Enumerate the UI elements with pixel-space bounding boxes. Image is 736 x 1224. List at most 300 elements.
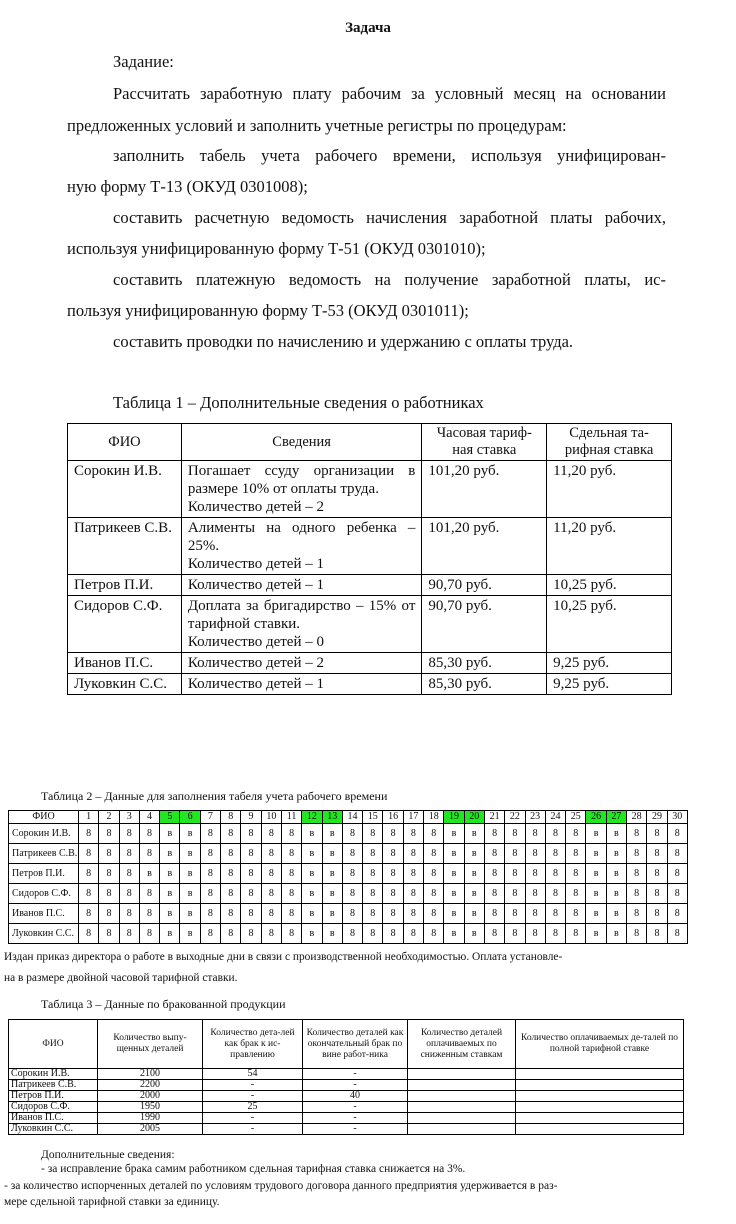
- table2-cell-hours: 8: [505, 924, 525, 944]
- table2-cell-hours: в: [160, 824, 180, 844]
- table2-cell-hours: 8: [139, 924, 159, 944]
- table2: [8, 810, 688, 944]
- table3-cell-produced: 2100: [98, 1069, 203, 1080]
- table2-cell-hours: в: [322, 924, 342, 944]
- table1-cell-info: [181, 575, 422, 596]
- table2-cell-hours: 8: [627, 904, 647, 924]
- table1-info-line: Алименты на одного ребенка – 25%.: [187, 520, 416, 554]
- table2-cell-hours: 8: [424, 884, 444, 904]
- table2-cell-hours: 8: [545, 904, 565, 924]
- table1-cell-hourly: 90,70 руб.: [422, 596, 547, 653]
- table3-cell-fixable: 25: [203, 1102, 303, 1113]
- table3-row: [9, 1080, 684, 1091]
- table1-cell-fio: Сидоров С.Ф.: [68, 596, 182, 653]
- table2-cell-hours: 8: [79, 924, 99, 944]
- table2-day-header: 6: [180, 811, 200, 824]
- table2-cell-hours: в: [444, 844, 464, 864]
- table2-cell-hours: 8: [525, 844, 545, 864]
- intro-line-2: предложенных условий и заполнить учетные регистры по процедурам:: [67, 116, 567, 135]
- table2-day-header: 15: [363, 811, 383, 824]
- table3-cell-produced: 1990: [98, 1113, 203, 1124]
- table2-cell-hours: в: [606, 904, 626, 924]
- table1-caption: Таблица 1 – Дополнительные сведения о работниках: [113, 393, 484, 412]
- table2-cell-hours: 8: [424, 924, 444, 944]
- table2-cell-hours: 8: [525, 924, 545, 944]
- table2-cell-hours: 8: [363, 824, 383, 844]
- table2-day-header: 8: [221, 811, 241, 824]
- table3-cell-full: [516, 1113, 684, 1124]
- table1-info-line: Количество детей – 1: [187, 556, 324, 572]
- table2-cell-hours: 8: [363, 904, 383, 924]
- table2-day-header: 21: [484, 811, 504, 824]
- table1-cell-info: [181, 596, 422, 653]
- table2-cell-hours: 8: [342, 904, 362, 924]
- table3-header-final: Количество деталей как окончательный брак по вине работ-ника: [303, 1020, 408, 1069]
- table3-cell-final: -: [303, 1124, 408, 1135]
- table2-cell-hours: 8: [545, 824, 565, 844]
- table1-cell-piece: 10,25 руб.: [547, 596, 672, 653]
- table2-row: [9, 924, 688, 944]
- step4-line: составить проводки по начислению и удержанию с оплаты труда.: [113, 332, 574, 351]
- table2-cell-hours: 8: [79, 884, 99, 904]
- table2-cell-hours: 8: [647, 904, 667, 924]
- table3-cell-produced: 2200: [98, 1080, 203, 1091]
- table2-cell-hours: 8: [200, 824, 220, 844]
- table1-cell-fio: Петров П.И.: [68, 575, 182, 596]
- table2-cell-hours: 8: [221, 904, 241, 924]
- table2-cell-hours: 8: [627, 884, 647, 904]
- table2-cell-hours: 8: [221, 864, 241, 884]
- table2-cell-hours: в: [160, 924, 180, 944]
- table2-cell-hours: 8: [647, 824, 667, 844]
- table2-note-line-1: Издан приказ директора о работе в выходные дни в связи с производственной необходимостью. Оплата установле-: [4, 951, 563, 963]
- table2-cell-hours: 8: [79, 844, 99, 864]
- step2-line-1: составить расчетную ведомость начисления заработной платы рабочих,: [113, 208, 666, 227]
- table2-day-header: 26: [586, 811, 606, 824]
- table2-cell-hours: 8: [403, 884, 423, 904]
- task-label: Задание:: [113, 52, 174, 71]
- table3-caption: Таблица 3 – Данные по бракованной продукции: [41, 997, 286, 1011]
- table2-header-fio: ФИО: [9, 811, 79, 824]
- table1-info-line: Количество детей – 1: [187, 676, 324, 692]
- table2-day-header: 17: [403, 811, 423, 824]
- table2-row: [9, 904, 688, 924]
- table2-cell-hours: 8: [200, 844, 220, 864]
- table3-cell-fixable: -: [203, 1091, 303, 1102]
- table2-cell-hours: 8: [566, 904, 586, 924]
- table3-cell-final: -: [303, 1102, 408, 1113]
- table1-cell-fio: Луковкин С.С.: [68, 674, 182, 695]
- table2-cell-hours: 8: [99, 884, 119, 904]
- table2-cell-hours: 8: [363, 864, 383, 884]
- table2-cell-hours: 8: [99, 904, 119, 924]
- table3-row: [9, 1102, 684, 1113]
- table3-row: [9, 1113, 684, 1124]
- table2-cell-hours: 8: [99, 864, 119, 884]
- table2-cell-hours: в: [464, 884, 484, 904]
- table2-cell-hours: 8: [200, 924, 220, 944]
- table1-row: [68, 461, 672, 518]
- table1-cell-piece: 9,25 руб.: [547, 674, 672, 695]
- table2-cell-hours: 8: [241, 924, 261, 944]
- table2-cell-hours: 8: [119, 924, 139, 944]
- table2-cell-hours: в: [606, 824, 626, 844]
- table2-day-header: 29: [647, 811, 667, 824]
- table2-cell-hours: 8: [383, 904, 403, 924]
- table2-cell-hours: в: [606, 844, 626, 864]
- table3-cell-fixable: -: [203, 1113, 303, 1124]
- table2-cell-hours: 8: [525, 824, 545, 844]
- table2-day-header: 19: [444, 811, 464, 824]
- table2-cell-hours: 8: [484, 924, 504, 944]
- table2-cell-hours: 8: [667, 904, 687, 924]
- table2-cell-hours: 8: [484, 824, 504, 844]
- table2-cell-hours: 8: [342, 844, 362, 864]
- table1-header-piece: Сдельная та-рифная ставка: [547, 424, 672, 461]
- table2-day-header: 4: [139, 811, 159, 824]
- table1-info-line: Количество детей – 2: [187, 655, 324, 671]
- table2-cell-hours: 8: [363, 884, 383, 904]
- table2-cell-hours: 8: [139, 844, 159, 864]
- table2-cell-hours: 8: [383, 844, 403, 864]
- table2-cell-hours: 8: [424, 824, 444, 844]
- table2-cell-hours: 8: [505, 884, 525, 904]
- table2-cell-hours: в: [444, 824, 464, 844]
- table2-cell-hours: в: [606, 884, 626, 904]
- table2-cell-hours: в: [160, 864, 180, 884]
- table2-cell-hours: в: [464, 864, 484, 884]
- step3-line-2: пользуя унифицированную форму Т-53 (ОКУД 0301011);: [67, 301, 469, 320]
- table2-day-header: 30: [667, 811, 687, 824]
- table2-cell-hours: 8: [505, 904, 525, 924]
- table2-day-header: 2: [99, 811, 119, 824]
- table2-cell-hours: 8: [667, 924, 687, 944]
- table2-cell-hours: в: [160, 884, 180, 904]
- table2-cell-hours: 8: [342, 924, 362, 944]
- table2-cell-hours: 8: [403, 904, 423, 924]
- table2-cell-hours: 8: [99, 844, 119, 864]
- intro-line-1: Рассчитать заработную плату рабочим за условный месяц на основании: [113, 84, 666, 103]
- table2-cell-hours: 8: [566, 884, 586, 904]
- table3-header-produced: Количество выпу-щенных деталей: [98, 1020, 203, 1069]
- table2-cell-hours: 8: [241, 844, 261, 864]
- table2-cell-hours: в: [180, 884, 200, 904]
- table2-cell-hours: 8: [424, 864, 444, 884]
- table2-day-header: 5: [160, 811, 180, 824]
- table1-cell-hourly: 101,20 руб.: [422, 518, 547, 575]
- table2-cell-hours: 8: [261, 904, 281, 924]
- table2-cell-fio: Патрикеев С.В.: [9, 844, 79, 864]
- table1-cell-piece: 11,20 руб.: [547, 461, 672, 518]
- table2-cell-hours: 8: [667, 884, 687, 904]
- table1-cell-fio: Сорокин И.В.: [68, 461, 182, 518]
- table2-cell-hours: 8: [525, 884, 545, 904]
- table3-cell-fixable: -: [203, 1080, 303, 1091]
- step2-line-2: используя унифицированную форму Т-51 (ОКУД 0301010);: [67, 239, 486, 258]
- table2-cell-hours: в: [444, 884, 464, 904]
- table3-cell-reduced: [408, 1091, 516, 1102]
- table2-day-header: 13: [322, 811, 342, 824]
- table2-cell-hours: 8: [647, 844, 667, 864]
- table2-cell-hours: 8: [484, 884, 504, 904]
- table2-cell-hours: 8: [139, 884, 159, 904]
- table2-cell-hours: 8: [505, 864, 525, 884]
- table3-extra-2-line-2: мере сдельной тарифной ставки за единицу.: [4, 1196, 220, 1208]
- table2-cell-fio: Сорокин И.В.: [9, 824, 79, 844]
- table2-cell-hours: 8: [281, 924, 301, 944]
- table2-cell-hours: 8: [241, 864, 261, 884]
- table3: [8, 1019, 684, 1135]
- table2-cell-hours: 8: [261, 924, 281, 944]
- table2-cell-hours: в: [180, 924, 200, 944]
- table2-cell-hours: в: [302, 824, 322, 844]
- table1-cell-hourly: 85,30 руб.: [422, 653, 547, 674]
- table3-cell-reduced: [408, 1124, 516, 1135]
- table3-cell-full: [516, 1091, 684, 1102]
- table2-cell-hours: 8: [545, 864, 565, 884]
- table3-cell-produced: 2005: [98, 1124, 203, 1135]
- table2-cell-hours: в: [464, 844, 484, 864]
- table2-day-header: 14: [342, 811, 362, 824]
- table1-cell-piece: 9,25 руб.: [547, 653, 672, 674]
- table2-cell-hours: 8: [281, 884, 301, 904]
- table3-cell-final: -: [303, 1113, 408, 1124]
- table2-cell-hours: в: [464, 904, 484, 924]
- table2-cell-hours: 8: [424, 844, 444, 864]
- table2-cell-hours: 8: [119, 904, 139, 924]
- table2-cell-hours: в: [180, 864, 200, 884]
- table2-cell-hours: 8: [241, 824, 261, 844]
- table2-cell-hours: 8: [484, 864, 504, 884]
- table2-cell-hours: 8: [566, 844, 586, 864]
- table3-cell-final: 40: [303, 1091, 408, 1102]
- table2-cell-hours: в: [160, 904, 180, 924]
- table2-cell-hours: 8: [79, 864, 99, 884]
- table2-cell-hours: в: [586, 844, 606, 864]
- table3-cell-fio: Патрикеев С.В.: [9, 1080, 98, 1091]
- table2-cell-hours: 8: [221, 924, 241, 944]
- table2-cell-hours: 8: [566, 824, 586, 844]
- table2-cell-hours: 8: [221, 884, 241, 904]
- table2-cell-hours: 8: [261, 884, 281, 904]
- table1-cell-hourly: 101,20 руб.: [422, 461, 547, 518]
- table2-cell-hours: 8: [241, 884, 261, 904]
- table2-cell-hours: в: [586, 884, 606, 904]
- table3-row: [9, 1124, 684, 1135]
- table2-cell-hours: 8: [627, 824, 647, 844]
- table2-day-header: 25: [566, 811, 586, 824]
- table3-row: [9, 1069, 684, 1080]
- table2-cell-hours: в: [586, 924, 606, 944]
- table2-day-header: 10: [261, 811, 281, 824]
- table2-cell-hours: 8: [383, 884, 403, 904]
- table2-cell-hours: 8: [342, 824, 362, 844]
- table2-cell-hours: 8: [119, 824, 139, 844]
- table2-cell-hours: в: [180, 824, 200, 844]
- table2-cell-hours: в: [322, 884, 342, 904]
- table2-cell-hours: в: [586, 904, 606, 924]
- table3-cell-fio: Сорокин И.В.: [9, 1069, 98, 1080]
- page-title: Задача: [345, 20, 391, 36]
- table2-cell-hours: в: [139, 864, 159, 884]
- table2-cell-hours: 8: [281, 844, 301, 864]
- table2-cell-hours: 8: [667, 824, 687, 844]
- table2-cell-fio: Луковкин С.С.: [9, 924, 79, 944]
- table3-cell-produced: 1950: [98, 1102, 203, 1113]
- table2-cell-hours: в: [444, 864, 464, 884]
- table1-row: [68, 518, 672, 575]
- table3-extra-1: - за исправление брака самим работником сдельная тарифная ставка снижается на 3%.: [41, 1163, 466, 1175]
- table3-cell-full: [516, 1069, 684, 1080]
- table2-day-header: 12: [302, 811, 322, 824]
- table2-cell-hours: в: [160, 844, 180, 864]
- table1-cell-info: [181, 653, 422, 674]
- table1-header-info: Сведения: [181, 424, 422, 461]
- table3-cell-full: [516, 1102, 684, 1113]
- table2-cell-hours: 8: [363, 844, 383, 864]
- table3-cell-full: [516, 1080, 684, 1091]
- table2-day-header: 11: [281, 811, 301, 824]
- table1-cell-hourly: 90,70 руб.: [422, 575, 547, 596]
- table1-cell-info: [181, 674, 422, 695]
- table2-cell-hours: 8: [383, 864, 403, 884]
- table2-cell-hours: 8: [383, 924, 403, 944]
- table2-cell-hours: 8: [403, 864, 423, 884]
- table2-cell-hours: в: [322, 904, 342, 924]
- table2-row: [9, 824, 688, 844]
- table3-cell-reduced: [408, 1080, 516, 1091]
- table1-info-line: Погашает ссуду организации в размере 10% от оплаты труда.: [187, 463, 416, 497]
- table2-cell-hours: 8: [119, 864, 139, 884]
- table2-cell-hours: в: [302, 904, 322, 924]
- table1-cell-piece: 11,20 руб.: [547, 518, 672, 575]
- table2-cell-hours: в: [606, 924, 626, 944]
- table2-cell-hours: 8: [261, 844, 281, 864]
- table2-cell-hours: 8: [221, 824, 241, 844]
- table3-cell-produced: 2000: [98, 1091, 203, 1102]
- table2-cell-hours: 8: [200, 904, 220, 924]
- table1-info-line: Доплата за бригадирство – 15% от тарифной ставки.: [187, 598, 416, 632]
- table2-cell-hours: в: [444, 904, 464, 924]
- table3-cell-reduced: [408, 1069, 516, 1080]
- table2-cell-hours: 8: [484, 844, 504, 864]
- step1-line-2: ную форму Т-13 (ОКУД 0301008);: [67, 177, 308, 196]
- table3-extra-2-line-1: - за количество испорченных деталей по условиям трудового договора данного предприятия удерживается в раз-: [4, 1180, 558, 1192]
- table2-cell-hours: в: [302, 924, 322, 944]
- table2-cell-hours: в: [322, 844, 342, 864]
- table2-cell-hours: в: [606, 864, 626, 884]
- table3-cell-fio: Петров П.И.: [9, 1091, 98, 1102]
- table2-row: [9, 864, 688, 884]
- table2-day-header: 9: [241, 811, 261, 824]
- table2-cell-hours: 8: [505, 824, 525, 844]
- table2-cell-hours: 8: [484, 904, 504, 924]
- table3-cell-reduced: [408, 1102, 516, 1113]
- table2-cell-hours: в: [322, 864, 342, 884]
- table2-cell-hours: 8: [79, 904, 99, 924]
- table2-cell-hours: в: [322, 824, 342, 844]
- table2-header-row: [9, 811, 688, 824]
- table3-header-full: Количество оплачиваемых де-талей по полной тарифной ставке: [516, 1020, 684, 1069]
- table2-day-header: 1: [79, 811, 99, 824]
- table2-day-header: 18: [424, 811, 444, 824]
- table3-cell-fio: Иванов П.С.: [9, 1113, 98, 1124]
- table1-info-line: Количество детей – 1: [187, 577, 324, 593]
- table3-cell-reduced: [408, 1113, 516, 1124]
- step1-line-1: заполнить табель учета рабочего времени, используя унифицирован-: [113, 146, 666, 165]
- table2-cell-hours: 8: [667, 864, 687, 884]
- table1-row: [68, 575, 672, 596]
- table2-note-line-2: на в размере двойной часовой тарифной ставки.: [4, 972, 238, 984]
- table2-cell-hours: 8: [383, 824, 403, 844]
- table2-cell-hours: 8: [79, 824, 99, 844]
- table2-cell-hours: 8: [545, 884, 565, 904]
- table1-cell-hourly: 85,30 руб.: [422, 674, 547, 695]
- table1-info-line: Количество детей – 0: [187, 634, 324, 650]
- table2-cell-hours: 8: [403, 824, 423, 844]
- table2-cell-hours: 8: [566, 924, 586, 944]
- table3-extra-title: Дополнительные сведения:: [41, 1149, 175, 1161]
- table2-cell-hours: 8: [363, 924, 383, 944]
- table1-info-line: Количество детей – 2: [187, 499, 324, 515]
- table3-cell-final: -: [303, 1080, 408, 1091]
- table3-cell-final: -: [303, 1069, 408, 1080]
- table2-day-header: 22: [505, 811, 525, 824]
- table1-row: [68, 596, 672, 653]
- table3-header-reduced: Количество деталей оплачиваемых по сниженным ставкам: [408, 1020, 516, 1069]
- table2-cell-hours: 8: [241, 904, 261, 924]
- table1-cell-piece: 10,25 руб.: [547, 575, 672, 596]
- table2-cell-hours: 8: [647, 864, 667, 884]
- table2-cell-hours: 8: [281, 824, 301, 844]
- table3-cell-fio: Сидоров С.Ф.: [9, 1102, 98, 1113]
- table3-cell-full: [516, 1124, 684, 1135]
- table1-cell-fio: Иванов П.С.: [68, 653, 182, 674]
- table1-cell-info: [181, 518, 422, 575]
- table2-cell-hours: 8: [221, 844, 241, 864]
- table1-header-hourly: Часовая тариф-ная ставка: [422, 424, 547, 461]
- table2-cell-fio: Иванов П.С.: [9, 904, 79, 924]
- table1-cell-fio: Патрикеев С.В.: [68, 518, 182, 575]
- table2-cell-hours: 8: [647, 884, 667, 904]
- table1-row: [68, 674, 672, 695]
- table2-cell-hours: в: [302, 864, 322, 884]
- table2-cell-hours: в: [464, 824, 484, 844]
- table3-header-fixable: Количество дета-лей как брак к ис-правлению: [203, 1020, 303, 1069]
- table2-cell-fio: Петров П.И.: [9, 864, 79, 884]
- table2-cell-hours: в: [586, 824, 606, 844]
- table3-header-row: [9, 1020, 684, 1069]
- table2-cell-hours: 8: [139, 824, 159, 844]
- table2-day-header: 24: [545, 811, 565, 824]
- table2-cell-hours: 8: [505, 844, 525, 864]
- table2-cell-hours: 8: [99, 924, 119, 944]
- table2-cell-hours: 8: [667, 844, 687, 864]
- table2-cell-hours: 8: [627, 864, 647, 884]
- table2-cell-hours: 8: [627, 844, 647, 864]
- table2-cell-hours: 8: [342, 864, 362, 884]
- table2-cell-hours: 8: [424, 904, 444, 924]
- table2-row: [9, 884, 688, 904]
- table2-cell-hours: 8: [566, 864, 586, 884]
- table2-cell-hours: в: [302, 844, 322, 864]
- table3-row: [9, 1091, 684, 1102]
- table2-cell-hours: 8: [627, 924, 647, 944]
- table1-cell-info: [181, 461, 422, 518]
- table1-header-row: [68, 424, 672, 461]
- table2-day-header: 16: [383, 811, 403, 824]
- table2-cell-hours: 8: [647, 924, 667, 944]
